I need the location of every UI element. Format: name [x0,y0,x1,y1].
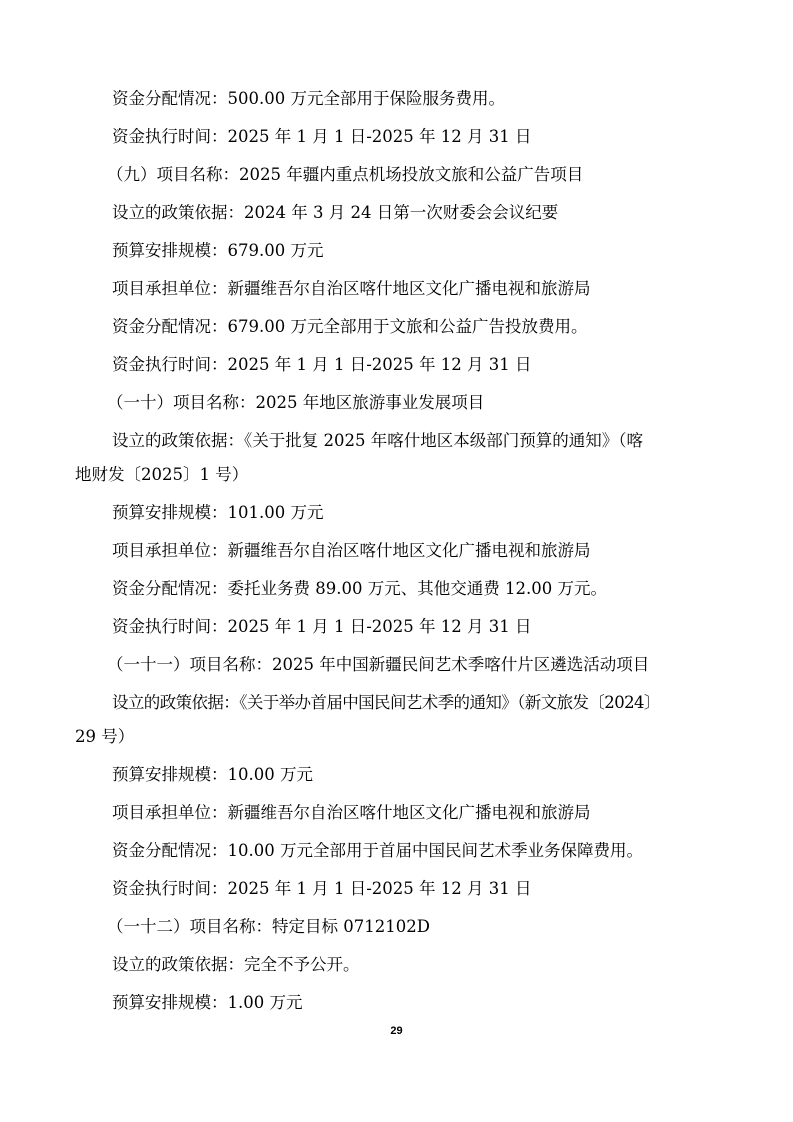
text-line: 资金执行时间：2025 年 1 月 1 日-2025 年 12 月 31 日 [112,617,532,636]
section-heading: （一十）项目名称：2025 年地区旅游事业发展项目 [107,393,485,412]
text-line: 资金分配情况：委托业务费 89.00 万元、其他交通费 12.00 万元。 [112,579,607,598]
text-line: 资金分配情况：10.00 万元全部用于首届中国民间艺术季业务保障费用。 [112,841,643,860]
section-heading: （一十二）项目名称：特定目标 0712102D [107,917,430,936]
text-line: 资金分配情况：679.00 万元全部用于文旅和公益广告投放费用。 [112,317,588,336]
text-line-continuation: 地财发〔2025〕1 号） [75,465,249,484]
text-line: 资金执行时间：2025 年 1 月 1 日-2025 年 12 月 31 日 [112,879,532,898]
text-line: 预算安排规模：679.00 万元 [112,241,324,260]
text-line: 项目承担单位：新疆维吾尔自治区喀什地区文化广播电视和旅游局 [112,541,591,560]
text-line: 预算安排规模：101.00 万元 [112,503,324,522]
text-line: 设立的政策依据：《关于批复 2025 年喀什地区本级部门预算的通知》（喀 [112,431,643,450]
text-line: 设立的政策依据：2024 年 3 月 24 日第一次财委会会议纪要 [112,203,559,222]
text-line: 项目承担单位：新疆维吾尔自治区喀什地区文化广播电视和旅游局 [112,279,591,298]
text-line: 设立的政策依据：完全不予公开。 [112,955,360,974]
text-line-continuation: 29 号） [75,727,135,746]
text-line: 项目承担单位：新疆维吾尔自治区喀什地区文化广播电视和旅游局 [112,803,591,822]
text-line: 资金分配情况：500.00 万元全部用于保险服务费用。 [112,89,505,108]
text-line: 预算安排规模：10.00 万元 [112,765,313,784]
section-heading: （一十一）项目名称：2025 年中国新疆民间艺术季喀什片区遴选活动项目 [107,655,650,674]
text-line: 预算安排规模：1.00 万元 [112,993,303,1012]
section-heading: （九）项目名称：2025 年疆内重点机场投放文旅和公益广告项目 [107,165,584,184]
text-line: 设立的政策依据：《关于举办首届中国民间艺术季的通知》（新文旅发〔2024〕 [112,693,660,712]
page-number: 29 [390,1025,403,1037]
text-line: 资金执行时间：2025 年 1 月 1 日-2025 年 12 月 31 日 [112,355,532,374]
text-line: 资金执行时间：2025 年 1 月 1 日-2025 年 12 月 31 日 [112,127,532,146]
